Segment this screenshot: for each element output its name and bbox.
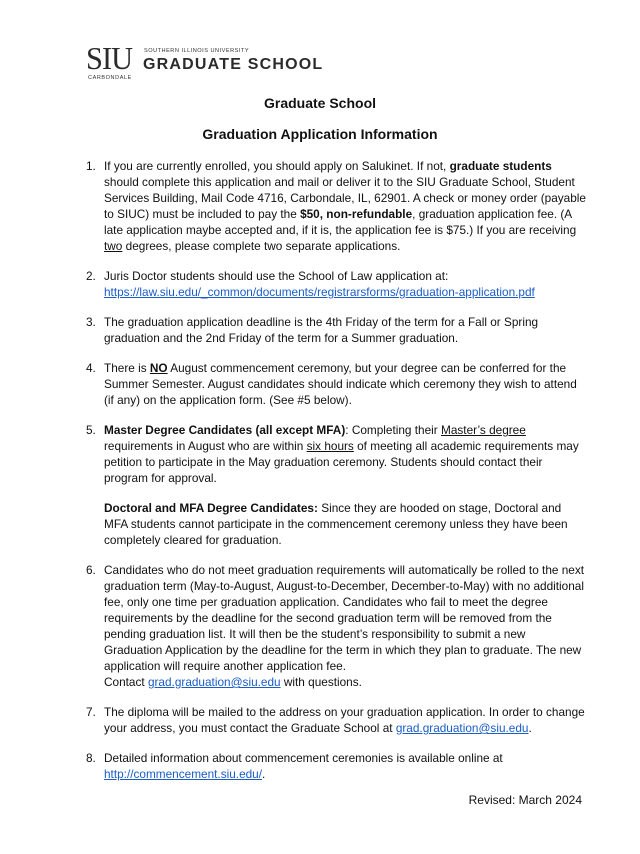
item-heading: Master Degree Candidates (all except MFA) bbox=[104, 423, 346, 437]
law-application-link[interactable]: https://law.siu.edu/_common/documents/registrarsforms/graduation-application.pdf bbox=[104, 285, 535, 299]
item-text: Candidates who do not meet graduation requirements will automatically be rolled to the next graduation term (May-to-August, August-to-December, December-to-May) with no additional fee, only one time per graduation application. Candidates who fail to meet the degree requirements by the deadline for the second graduation term will be removed from the pending graduation list. It will then be the student’s responsibility to submit a new Graduation Application by the deadline for the term in which they plan to graduate. The new application will require another application fee. bbox=[104, 563, 585, 673]
item-text: of meeting all academic requirements may petition to participate in the May graduation ceremony. Students should contact their program for approval. bbox=[104, 439, 579, 485]
item-heading: Doctoral and MFA Degree Candidates: bbox=[104, 501, 318, 515]
item-text: Detailed information about commencement ceremonies is available online at bbox=[104, 751, 503, 765]
item-number: 3. bbox=[86, 315, 96, 329]
siu-graduate-school-logo bbox=[86, 40, 326, 86]
item-number: 1. bbox=[86, 159, 96, 173]
item-text: Contact bbox=[104, 675, 148, 689]
page-subtitle: Graduation Application Information bbox=[202, 126, 438, 142]
list-item-2 bbox=[86, 268, 586, 300]
information-list bbox=[86, 158, 586, 796]
list-item-3 bbox=[86, 314, 586, 346]
list-item-6 bbox=[86, 562, 586, 690]
logo-campus: CARBONDALE bbox=[88, 75, 132, 81]
fee-amount: $50, non-refundable bbox=[300, 207, 413, 221]
doctoral-paragraph bbox=[104, 500, 586, 548]
item-text: If you are currently enrolled, you should apply on Salukinet. If not, bbox=[104, 159, 450, 173]
logo-siu-wordmark: SIU bbox=[86, 40, 133, 76]
revised-date: Revised: March 2024 bbox=[468, 793, 582, 807]
item-number: 8. bbox=[86, 751, 96, 765]
item-text: . bbox=[528, 721, 532, 735]
list-item-5 bbox=[86, 422, 586, 548]
item-number: 2. bbox=[86, 269, 96, 283]
item-text: There is bbox=[104, 361, 150, 375]
logo-school: GRADUATE SCHOOL bbox=[143, 56, 324, 73]
item-number: 7. bbox=[86, 705, 96, 719]
item-text: : Completing their bbox=[345, 423, 441, 437]
list-item-8 bbox=[86, 750, 586, 782]
item-text: . bbox=[262, 767, 266, 781]
email-link[interactable]: grad.graduation@siu.edu bbox=[147, 675, 281, 689]
page-title: Graduate School bbox=[263, 95, 377, 111]
item-text: Juris Doctor students should use the School of Law application at: bbox=[104, 269, 449, 283]
underlined-text: two bbox=[104, 239, 123, 253]
logo-university: SOUTHERN ILLINOIS UNIVERSITY bbox=[144, 48, 250, 54]
list-item-4 bbox=[86, 360, 586, 408]
emphasis-no: NO bbox=[149, 361, 168, 375]
email-link[interactable]: grad.graduation@siu.edu bbox=[395, 721, 529, 735]
item-number: 5. bbox=[86, 423, 96, 437]
item-text: August commencement ceremony, but your degree can be conferred for the Summer Semester. August candidates should indicate which ceremony they wish to attend (if any) on the application form. (See #5 below). bbox=[104, 361, 577, 407]
item-bold-text: graduate students bbox=[449, 159, 552, 173]
item-text: with questions. bbox=[280, 675, 362, 689]
item-text: The graduation application deadline is the 4th Friday of the term for a Fall or Spring graduation and the 2nd Friday of the term for a Summer graduation. bbox=[104, 315, 539, 345]
list-item-1 bbox=[86, 158, 586, 254]
item-text: The diploma will be mailed to the address on your graduation application. In order to change your address, you must contact the Graduate School at bbox=[104, 705, 585, 735]
item-number: 6. bbox=[86, 563, 96, 577]
item-text: degrees, please complete two separate applications. bbox=[122, 239, 401, 253]
item-text: , graduation application fee. (A late application maybe accepted and, if it is, the application fee is $75.) If you are receiving bbox=[104, 207, 577, 237]
underlined-text: six hours bbox=[306, 439, 354, 453]
underlined-text: Master’s degree bbox=[441, 423, 526, 437]
item-text: requirements in August who are within bbox=[104, 439, 307, 453]
list-item-7 bbox=[86, 704, 586, 736]
item-text: should complete this application and mail or deliver it to the SIU Graduate School, Student Services Building, Mail Code 4716, Carbondale, IL, 62901. A check or money order (payable to SIUC) must be included to pay the bbox=[104, 175, 586, 221]
item-text: Since they are hooded on stage, Doctoral and MFA students cannot participate in the commencement ceremony unless they have been completely cleared for graduation. bbox=[104, 501, 568, 547]
commencement-link[interactable]: http://commencement.siu.edu/ bbox=[104, 767, 263, 781]
item-number: 4. bbox=[86, 361, 96, 375]
